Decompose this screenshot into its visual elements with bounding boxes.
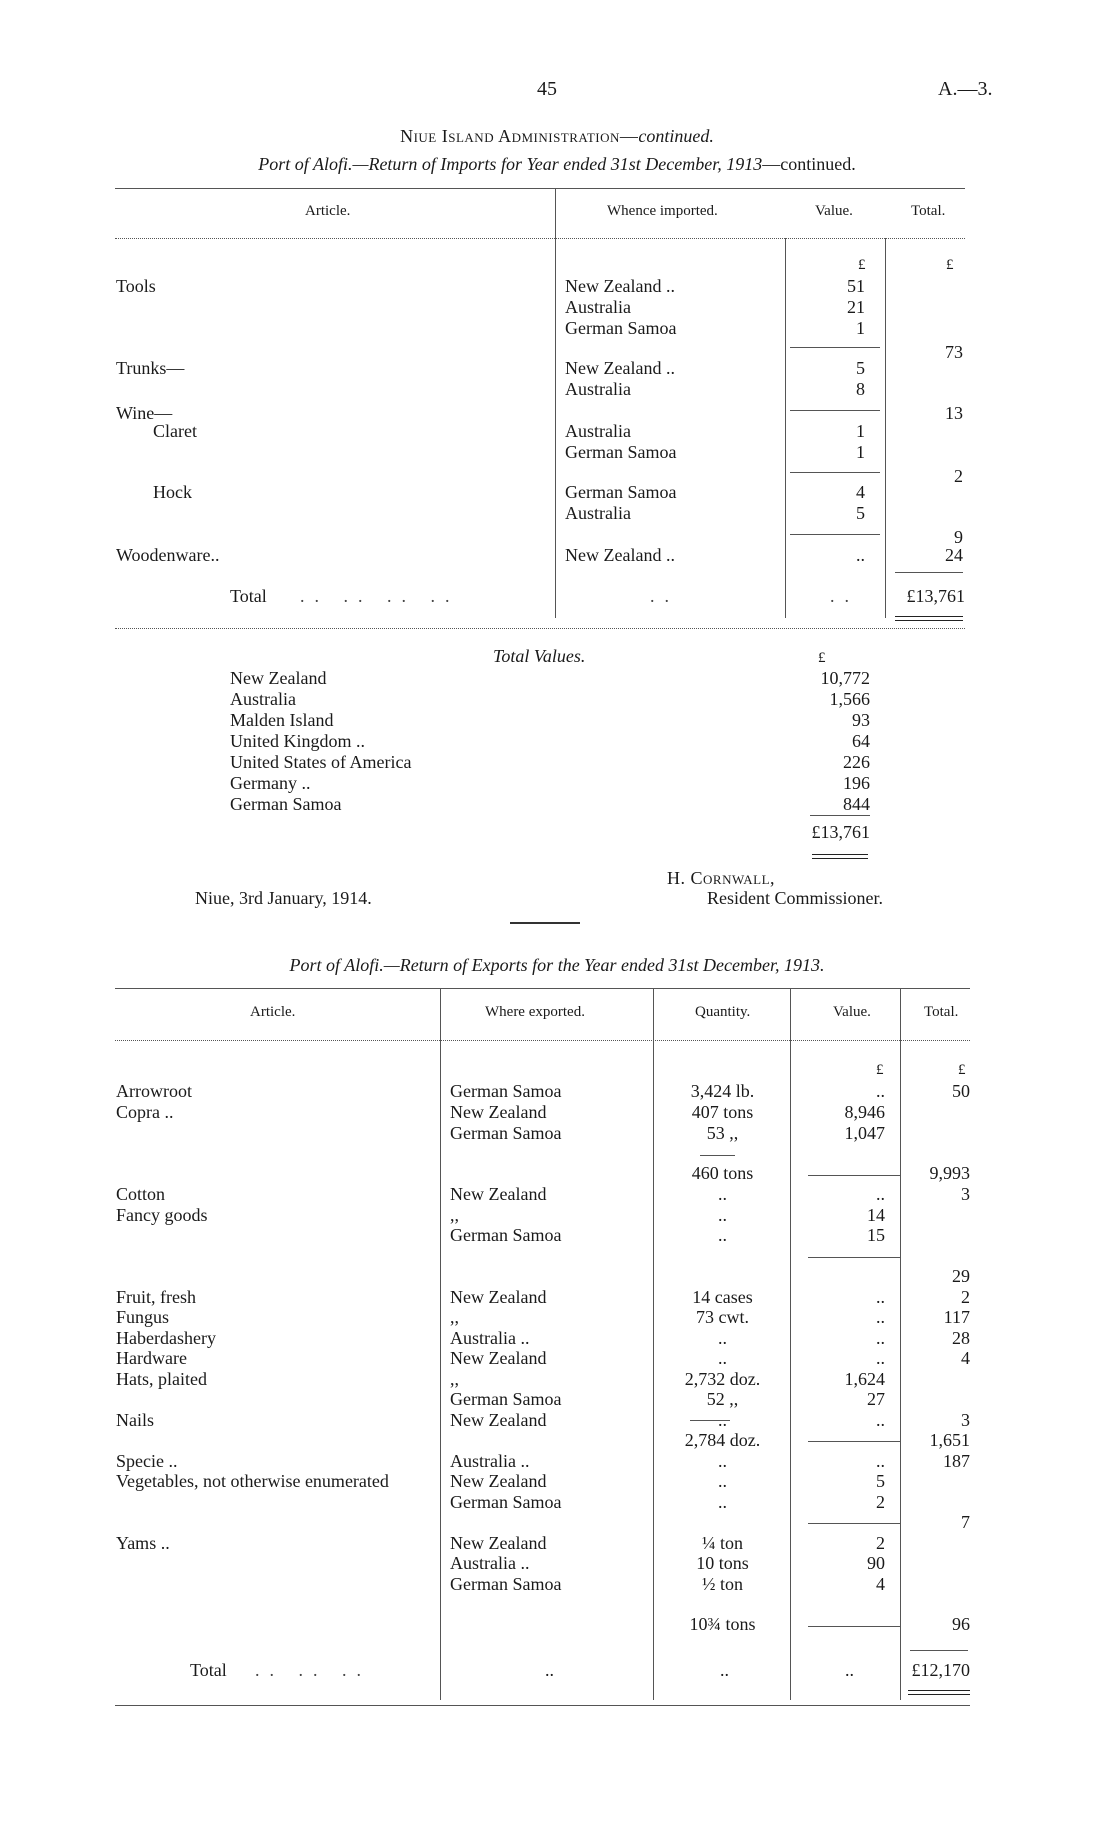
exports-value: 5 [876, 1471, 885, 1491]
exports-value: .. [876, 1328, 885, 1348]
exports-where: ,, [450, 1307, 459, 1327]
exports-total: 187 [943, 1451, 970, 1471]
exports-quantity: 14 cases [692, 1287, 753, 1307]
exports-header-article: Article. [250, 1004, 296, 1020]
exports-total: 3 [961, 1184, 970, 1204]
imports-total: 73 [945, 342, 963, 362]
exports-quantity: .. [718, 1492, 727, 1512]
exports-where: New Zealand [450, 1348, 547, 1368]
exports-value: 1,624 [844, 1369, 885, 1389]
total-values-amount: 226 [843, 752, 870, 772]
exports-article: Hardware [116, 1348, 187, 1368]
imports-value: 51 [847, 276, 865, 296]
exports-quantity: 10¾ tons [689, 1614, 756, 1634]
exports-value: .. [876, 1184, 885, 1204]
imports-value: 21 [847, 297, 865, 317]
exports-value: 14 [867, 1205, 885, 1225]
admin-title: Niue Island Administration— [400, 126, 639, 146]
imports-whence: Australia [565, 379, 631, 399]
exports-article: Yams .. [116, 1533, 170, 1553]
exports-quantity: .. [718, 1348, 727, 1368]
exports-total-where: .. [545, 1660, 554, 1680]
exports-where: Australia .. [450, 1553, 530, 1573]
imports-header-whence: Whence imported. [607, 203, 718, 219]
exports-quantity: ½ ton [701, 1574, 743, 1594]
exports-where: New Zealand [450, 1287, 547, 1307]
imports-header-article: Article. [305, 203, 351, 219]
exports-quantity: 73 cwt. [696, 1307, 749, 1327]
total-values-amount: 93 [852, 710, 870, 730]
exports-where: German Samoa [450, 1225, 562, 1245]
signature-name: H. Cornwall, [667, 868, 776, 888]
total-values-amount: 10,772 [820, 668, 870, 688]
imports-total-currency: £ [946, 257, 954, 273]
page-number: 45 [537, 78, 557, 100]
exports-total: 96 [952, 1614, 970, 1634]
exports-quantity: 10 tons [696, 1553, 749, 1573]
total-values-country: United States of America [230, 752, 412, 772]
total-values-currency: £ [818, 650, 826, 666]
exports-where: New Zealand [450, 1471, 547, 1491]
imports-value: 1 [856, 442, 865, 462]
exports-value: 27 [867, 1389, 885, 1409]
exports-total: 7 [961, 1512, 970, 1532]
imports-whence: German Samoa [565, 482, 677, 502]
exports-total-value: .. [845, 1660, 854, 1680]
exports-where: German Samoa [450, 1574, 562, 1594]
signature-place-date: Niue, 3rd January, 1914. [195, 888, 372, 908]
exports-value: 2 [876, 1492, 885, 1512]
exports-where: ,, [450, 1205, 459, 1225]
exports-article: Cotton [116, 1184, 166, 1204]
exports-article: Fancy goods [116, 1205, 208, 1225]
admin-continued: continued. [638, 126, 714, 146]
imports-whence: New Zealand .. [565, 545, 675, 565]
imports-total: 13 [945, 403, 963, 423]
imports-title-continued: —continued. [762, 154, 856, 174]
exports-quantity: .. [718, 1225, 727, 1245]
exports-total-currency: £ [958, 1062, 966, 1078]
imports-value: 1 [856, 421, 865, 441]
exports-total: 4 [961, 1348, 970, 1368]
exports-quantity: 2,784 doz. [684, 1430, 761, 1450]
imports-article: Trunks— [116, 358, 185, 378]
exports-total: 3 [961, 1410, 970, 1430]
exports-title: Port of Alofi.—Return of Exports for the Year ended 31st December, 1913. [289, 955, 825, 975]
exports-value: 15 [867, 1225, 885, 1245]
imports-total: 2 [954, 466, 963, 486]
exports-quantity: 460 tons [691, 1163, 754, 1183]
exports-article: Arrowroot [116, 1081, 192, 1101]
imports-whence: New Zealand .. [565, 276, 675, 296]
exports-article: Fruit, fresh [116, 1287, 196, 1307]
imports-whence: Australia [565, 421, 631, 441]
total-values-amount: 196 [843, 773, 870, 793]
exports-total: 29 [952, 1266, 970, 1286]
exports-quantity: .. [718, 1451, 727, 1471]
exports-where: New Zealand [450, 1410, 547, 1430]
total-values-country: German Samoa [230, 794, 342, 814]
imports-title: Port of Alofi.—Return of Imports for Year ended 31st December, 1913 [258, 154, 763, 174]
exports-value: .. [876, 1307, 885, 1327]
total-values-country: Australia [230, 689, 296, 709]
imports-value: 5 [856, 358, 865, 378]
imports-value: 4 [856, 482, 865, 502]
imports-value: 5 [856, 503, 865, 523]
exports-article: Nails [116, 1410, 154, 1430]
exports-total: 28 [952, 1328, 970, 1348]
exports-quantity: 52 ,, [706, 1389, 739, 1409]
exports-where: German Samoa [450, 1081, 562, 1101]
exports-where: New Zealand [450, 1102, 547, 1122]
exports-quantity: 407 tons [691, 1102, 754, 1122]
total-values-amount: 64 [852, 731, 870, 751]
exports-quantity: .. [718, 1410, 727, 1430]
imports-whence: Australia [565, 503, 631, 523]
exports-value: 4 [876, 1574, 885, 1594]
imports-header-value: Value. [815, 203, 853, 219]
exports-value: 2 [876, 1533, 885, 1553]
exports-article: Copra .. [116, 1102, 174, 1122]
exports-value: .. [876, 1348, 885, 1368]
exports-value: 1,047 [844, 1123, 885, 1143]
exports-article: Vegetables, not otherwise enumerated [116, 1471, 389, 1491]
exports-article: Fungus [116, 1307, 170, 1327]
imports-whence: New Zealand .. [565, 358, 675, 378]
exports-quantity: ¼ ton [701, 1533, 743, 1553]
admin-heading [0, 126, 1114, 147]
imports-whence: Australia [565, 297, 631, 317]
page-reference: A.—3. [938, 78, 993, 100]
exports-value: 90 [867, 1553, 885, 1573]
imports-whence: German Samoa [565, 442, 677, 462]
exports-total: 117 [943, 1307, 970, 1327]
total-values-country: Malden Island [230, 710, 334, 730]
exports-total: 9,993 [929, 1163, 970, 1183]
exports-total-label: Total [190, 1660, 227, 1680]
exports-quantity: .. [718, 1184, 727, 1204]
exports-value: .. [876, 1081, 885, 1101]
imports-article: Hock [153, 482, 192, 502]
exports-quantity: 2,732 doz. [684, 1369, 761, 1389]
total-values-title: Total Values. [493, 646, 586, 666]
imports-value: 1 [856, 318, 865, 338]
imports-value-currency: £ [858, 257, 866, 273]
exports-quantity: 3,424 lb. [690, 1081, 755, 1101]
exports-where: German Samoa [450, 1492, 562, 1512]
imports-heading [0, 154, 1114, 175]
imports-article: Claret [153, 421, 197, 441]
exports-quantity: 53 ,, [706, 1123, 739, 1143]
exports-header-quantity: Quantity. [695, 1004, 751, 1020]
imports-total: 24 [945, 545, 963, 565]
total-values-total: £13,761 [811, 822, 870, 842]
imports-grand-total: £13,761 [906, 586, 965, 606]
total-values-country: Germany .. [230, 773, 311, 793]
total-values-country: New Zealand [230, 668, 327, 688]
exports-total: 1,651 [929, 1430, 970, 1450]
exports-value: .. [876, 1287, 885, 1307]
exports-value: .. [876, 1410, 885, 1430]
exports-where: New Zealand [450, 1184, 547, 1204]
total-values-amount: 1,566 [829, 689, 870, 709]
imports-whence: German Samoa [565, 318, 677, 338]
total-values-country: United Kingdom .. [230, 731, 365, 751]
exports-where: German Samoa [450, 1389, 562, 1409]
exports-header-where: Where exported. [485, 1004, 585, 1020]
exports-value: .. [876, 1451, 885, 1471]
imports-article: Wine— [116, 403, 173, 423]
exports-article: Hats, plaited [116, 1369, 207, 1389]
imports-value: .. [856, 545, 865, 565]
exports-where: ,, [450, 1369, 459, 1389]
exports-total: 2 [961, 1287, 970, 1307]
exports-value: 8,946 [844, 1102, 885, 1122]
exports-header-total: Total. [924, 1004, 959, 1020]
imports-value: 8 [856, 379, 865, 399]
imports-article: Woodenware.. [116, 545, 220, 565]
exports-quantity: .. [718, 1328, 727, 1348]
exports-where: Australia .. [450, 1451, 530, 1471]
exports-quantity: .. [718, 1205, 727, 1225]
imports-header-total: Total. [911, 203, 946, 219]
imports-total-label: Total [230, 586, 267, 606]
imports-total: 9 [954, 527, 963, 547]
exports-quantity: .. [718, 1471, 727, 1491]
exports-header-value: Value. [833, 1004, 871, 1020]
exports-article: Haberdashery [116, 1328, 216, 1348]
exports-total-quantity: .. [720, 1660, 729, 1680]
total-values-amount: 844 [843, 794, 870, 814]
exports-article: Specie .. [116, 1451, 178, 1471]
exports-where: German Samoa [450, 1123, 562, 1143]
imports-article: Tools [116, 276, 156, 296]
exports-where: Australia .. [450, 1328, 530, 1348]
exports-total: 50 [952, 1081, 970, 1101]
exports-grand-total: £12,170 [911, 1660, 970, 1680]
signature-role: Resident Commissioner. [707, 888, 884, 908]
exports-value-currency: £ [876, 1062, 884, 1078]
exports-where: New Zealand [450, 1533, 547, 1553]
